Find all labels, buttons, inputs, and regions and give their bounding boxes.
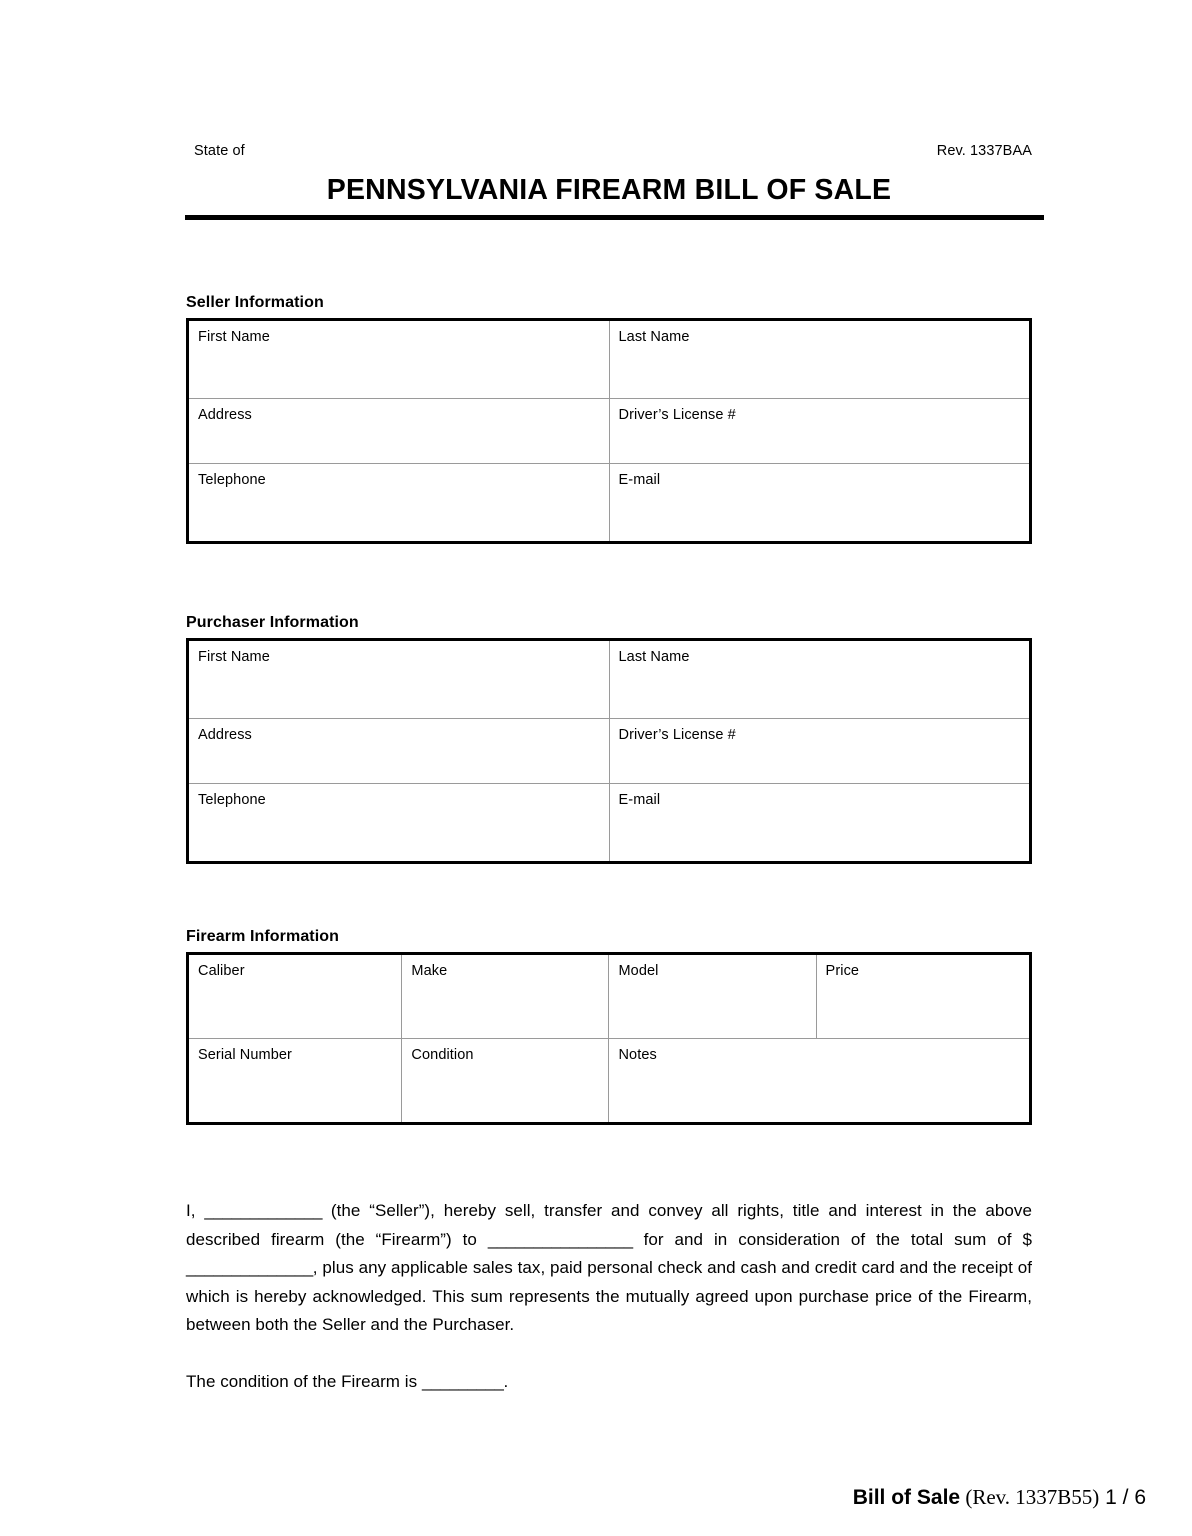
firearm-serial-number-label: Serial Number	[198, 1047, 292, 1063]
firearm-condition-cell[interactable]	[402, 1039, 609, 1124]
footer-document-title: Bill of Sale	[852, 1486, 961, 1509]
table-row	[188, 320, 1031, 399]
agreement-paragraph-2	[186, 1368, 1032, 1397]
purchaser-information-heading: Purchaser Information	[186, 614, 359, 631]
seller-first-name-cell[interactable]	[188, 320, 610, 399]
agreement-paragraph-1	[186, 1197, 1032, 1340]
page-content	[186, 0, 1032, 1396]
header-revision-code: Rev. 1337BAA	[936, 143, 1032, 159]
seller-address-label: Address	[198, 407, 252, 423]
footer-page-number: 1 / 6	[1099, 1486, 1146, 1509]
seller-last-name-label: Last Name	[618, 329, 690, 345]
seller-information-section	[186, 294, 1032, 544]
purchaser-email-cell[interactable]	[609, 784, 1031, 863]
firearm-information-table	[186, 952, 1032, 1125]
seller-email-label: E-mail	[618, 472, 661, 488]
purchaser-drivers-license-label: Driver’s License #	[618, 727, 736, 743]
table-row	[188, 719, 1031, 784]
purchaser-telephone-cell[interactable]	[188, 784, 610, 863]
purchaser-name-blank[interactable]: ________________	[487, 1229, 633, 1249]
seller-telephone-label: Telephone	[198, 472, 266, 488]
seller-last-name-cell[interactable]	[609, 320, 1031, 399]
table-row	[188, 954, 1031, 1039]
firearm-notes-label: Notes	[618, 1047, 657, 1063]
table-row	[188, 640, 1031, 719]
agreement-p1-text-3: for and in consideration of the total sum of $	[632, 1229, 1033, 1249]
page-footer	[853, 1485, 1146, 1510]
agreement-body	[186, 1197, 1032, 1396]
firearm-price-cell[interactable]	[816, 954, 1030, 1039]
firearm-caliber-cell[interactable]	[188, 954, 402, 1039]
purchaser-information-table	[186, 638, 1032, 864]
table-row	[188, 464, 1031, 543]
firearm-condition-label: Condition	[411, 1047, 474, 1063]
table-row	[188, 784, 1031, 863]
firearm-caliber-label: Caliber	[198, 963, 245, 979]
purchaser-first-name-label: First Name	[198, 649, 270, 665]
seller-information-table	[186, 318, 1032, 544]
firearm-make-cell[interactable]	[402, 954, 609, 1039]
purchaser-address-cell[interactable]	[188, 719, 610, 784]
purchaser-telephone-label: Telephone	[198, 792, 266, 808]
paragraph-spacer	[186, 1340, 1032, 1368]
document-header	[186, 141, 1032, 165]
firearm-make-label: Make	[411, 963, 448, 979]
seller-name-blank[interactable]: _____________	[204, 1201, 323, 1220]
purchaser-first-name-cell[interactable]	[188, 640, 610, 719]
firearm-model-cell[interactable]	[609, 954, 816, 1039]
seller-address-cell[interactable]	[188, 399, 610, 464]
firearm-information-heading: Firearm Information	[186, 928, 340, 945]
agreement-p2-text-1: The condition of the Firearm is	[186, 1371, 422, 1391]
firearm-serial-number-cell[interactable]	[188, 1039, 402, 1124]
seller-telephone-cell[interactable]	[188, 464, 610, 543]
purchaser-email-label: E-mail	[618, 792, 661, 808]
purchaser-information-section	[186, 614, 1032, 864]
firearm-price-label: Price	[825, 963, 860, 979]
table-row	[188, 399, 1031, 464]
seller-first-name-label: First Name	[198, 329, 270, 345]
purchaser-drivers-license-cell[interactable]	[609, 719, 1031, 784]
condition-blank[interactable]: _________	[421, 1371, 504, 1391]
agreement-p1-text-4: , plus any applicable sales tax, paid personal check and cash and credit card and the receipt of which is hereby acknowledged. This sum represents the mutually agreed upon purchase price of the Firearm, between both the Seller and the Purchaser.	[186, 1258, 1032, 1334]
firearm-information-section	[186, 928, 1032, 1125]
state-of-label: State of	[194, 143, 245, 159]
agreement-p1-text-2: (the “Seller”), hereby sell, transfer and convey all rights, title and interest in the above described firearm (the “Firearm”) to	[186, 1201, 1032, 1249]
purchaser-last-name-cell[interactable]	[609, 640, 1031, 719]
title-divider	[185, 215, 1044, 220]
agreement-p2-text-2: .	[503, 1371, 509, 1391]
purchaser-last-name-label: Last Name	[618, 649, 690, 665]
seller-information-heading: Seller Information	[186, 294, 324, 311]
purchaser-address-label: Address	[198, 727, 252, 743]
amount-blank[interactable]: ______________	[186, 1258, 313, 1277]
seller-email-cell[interactable]	[609, 464, 1031, 543]
agreement-p1-text-1: I,	[186, 1201, 205, 1220]
seller-drivers-license-cell[interactable]	[609, 399, 1031, 464]
firearm-notes-cell[interactable]	[609, 1039, 1031, 1124]
firearm-model-label: Model	[618, 963, 659, 979]
table-row	[188, 1039, 1031, 1124]
seller-drivers-license-label: Driver’s License #	[618, 407, 736, 423]
footer-revision-code: (Rev. 1337B55)	[960, 1485, 1100, 1509]
page-title: PENNSYLVANIA FIREARM BILL OF SALE	[326, 174, 892, 206]
